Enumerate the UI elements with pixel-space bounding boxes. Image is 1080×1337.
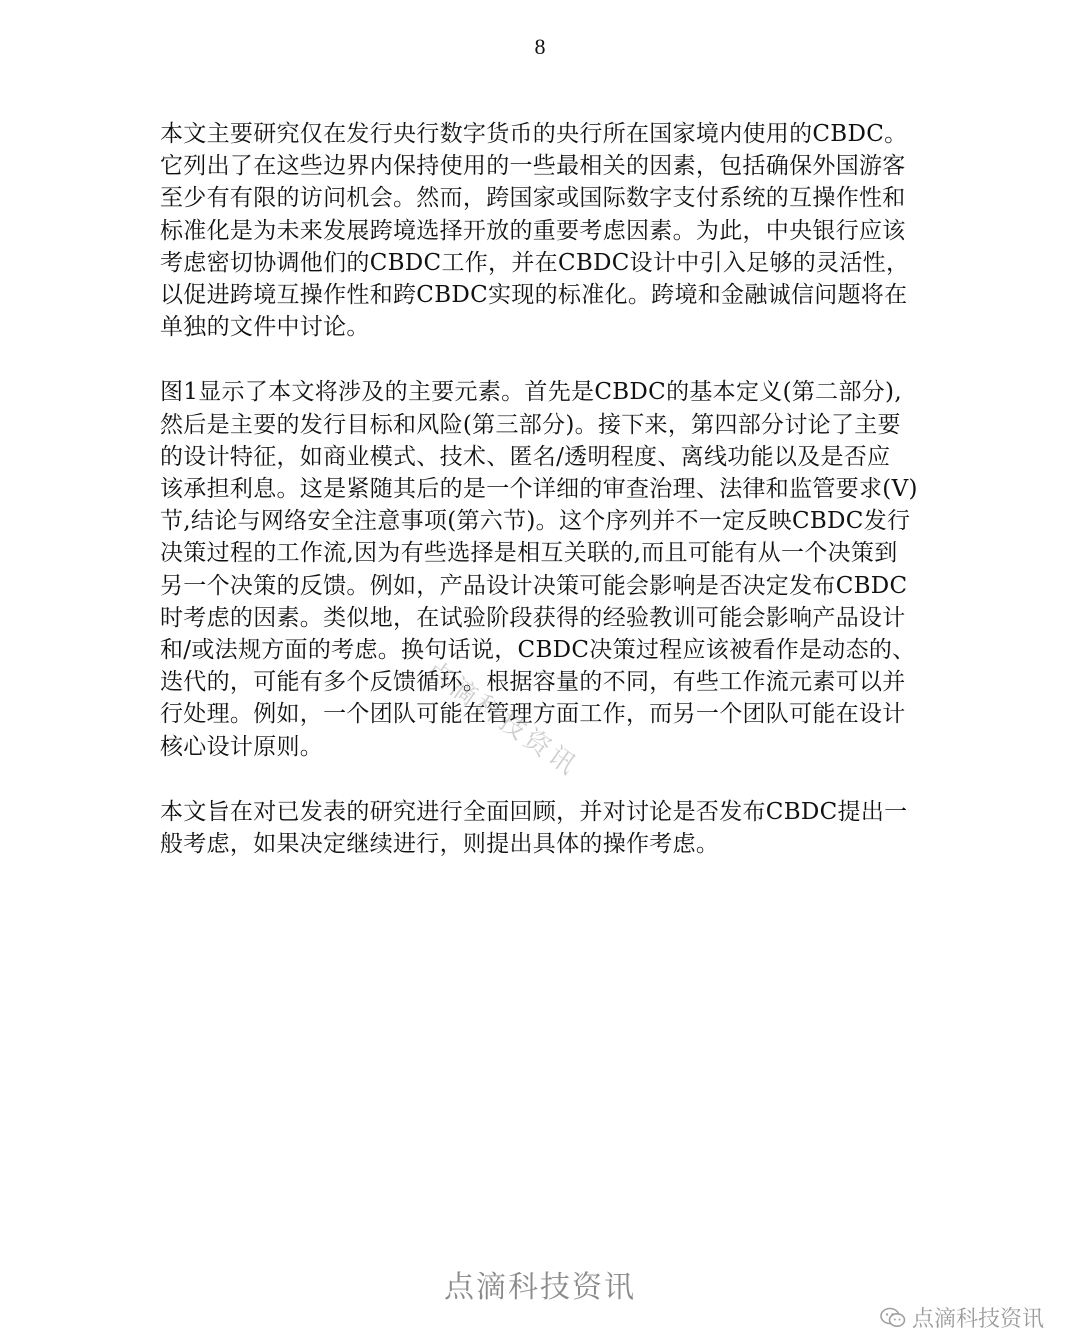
text-line: 的设计特征，如商业模式、技术、匿名/透明程度、离线功能以及是否应 bbox=[160, 443, 891, 470]
corner-watermark bbox=[880, 1302, 1044, 1333]
text-line: 般考虑，如果决定继续进行，则提出具体的操作考虑。 bbox=[160, 831, 720, 858]
text-line: 它列出了在这些边界内保持使用的一些最相关的因素，包括确保外国游客 bbox=[160, 153, 906, 180]
paragraph-2 bbox=[160, 376, 960, 762]
text-line: 至少有有限的访问机会。然而，跨国家或国际数字支付系统的互操作性和 bbox=[160, 185, 906, 212]
wechat-icon bbox=[880, 1307, 906, 1329]
text-line: 单独的文件中讨论。 bbox=[160, 314, 370, 341]
text-line: 本文旨在对已发表的研究进行全面回顾，并对讨论是否发布CBDC提出一 bbox=[160, 798, 908, 825]
text-line: 本文主要研究仅在发行央行数字货币的央行所在国家境内使用的CBDC。 bbox=[160, 121, 908, 147]
paragraph-1 bbox=[160, 118, 960, 343]
text-line: 图1显示了本文将涉及的主要元素。首先是CBDC的基本定义(第二部分), bbox=[160, 379, 902, 406]
text-line: 然后是主要的发行目标和风险(第三部分)。接下来，第四部分讨论了主要 bbox=[160, 411, 901, 438]
text-line: 另一个决策的反馈。例如，产品设计决策可能会影响是否决定发布CBDC bbox=[160, 572, 908, 599]
text-line: 标准化是为未来发展跨境选择开放的重要考虑因素。为此，中央银行应该 bbox=[160, 217, 906, 244]
text-line: 以促进跨境互操作性和跨CBDC实现的标准化。跨境和金融诚信问题将在 bbox=[160, 282, 908, 309]
text-line: 和/或法规方面的考虑。换句话说，CBDC决策过程应该被看作是动态的、 bbox=[160, 637, 916, 664]
text-line: 时考虑的因素。类似地，在试验阶段获得的经验教训可能会影响产品设计 bbox=[160, 604, 906, 631]
text-line: 行处理。例如，一个团队可能在管理方面工作，而另一个团队可能在设计 bbox=[160, 701, 906, 728]
text-line: 核心设计原则。 bbox=[160, 733, 324, 760]
text-line: 迭代的，可能有多个反馈循环。根据容量的不同，有些工作流元素可以并 bbox=[160, 669, 906, 696]
text-line: 该承担利息。这是紧随其后的是一个详细的审查治理、法律和监管要求(V) bbox=[160, 476, 918, 503]
corner-watermark-label: 点滴科技资讯 bbox=[911, 1307, 1044, 1332]
text-line: 决策过程的工作流,因为有些选择是相互关联的,而且可能有从一个决策到 bbox=[160, 540, 898, 567]
text-line: 考虑密切协调他们的CBDC工作，并在CBDC设计中引入足够的灵活性， bbox=[160, 249, 910, 276]
paragraph-3 bbox=[160, 796, 960, 860]
diagonal-watermark: 点滴科技资讯 bbox=[419, 654, 585, 783]
text-line: 节,结论与网络安全注意事项(第六节)。这个序列并不一定反映CBDC发行 bbox=[160, 508, 911, 535]
page-number: 8 bbox=[534, 34, 546, 59]
footer-watermark: 点滴科技资讯 bbox=[444, 1270, 636, 1305]
